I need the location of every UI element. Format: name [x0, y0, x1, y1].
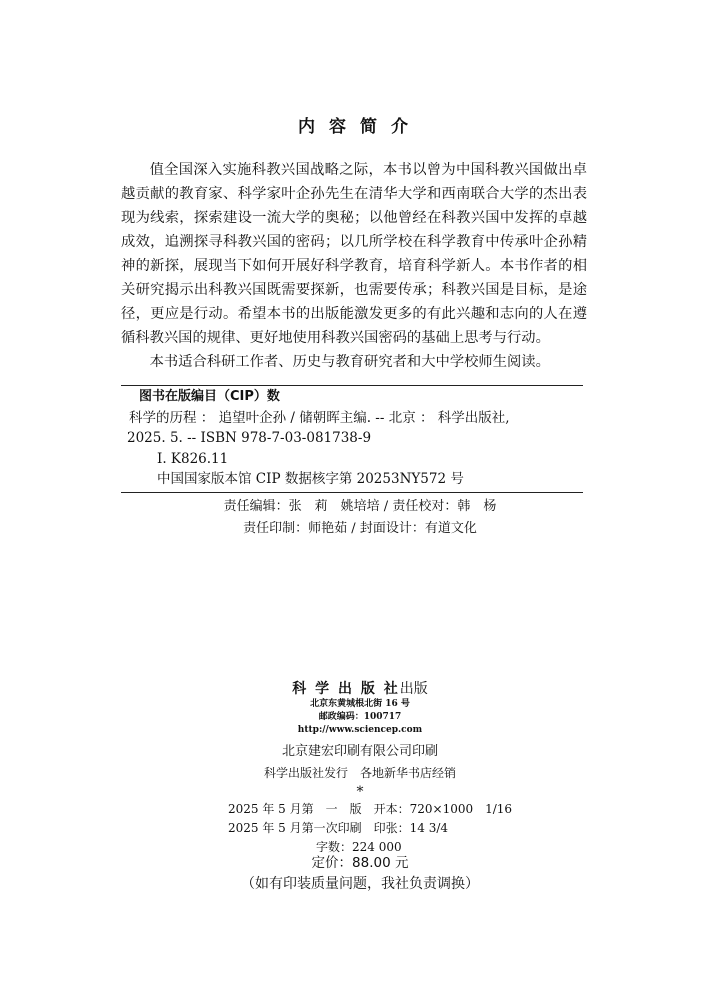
cip-isbn: 2025. 5. -- ISBN 978-7-03-081738-9	[127, 430, 372, 446]
credits-line-production: 责任印制：师艳茹 / 封面设计：有道文化	[243, 521, 477, 536]
cip-block	[121, 385, 583, 493]
publisher-postcode: 邮政编码：100717	[318, 712, 402, 722]
editorial-credits	[0, 496, 720, 540]
printer-line: 北京建宏印刷有限公司印刷	[281, 744, 438, 759]
credits-line-editors: 责任编辑：张 莉 姚培培 / 责任校对：韩 杨	[223, 499, 497, 514]
publisher-suffix: 出版	[399, 681, 428, 697]
summary-paragraph: 值全国深入实施科教兴国战略之际，本书以曾为中国科教兴国做出卓越贡献的教育家、科学家叶企孙先生在清华大学和西南联合大学的杰出表现为线索，探索建设一流大学的奥秘；以他曾经在科教兴国中发挥的卓越成效，追溯探寻科教兴国的密码；以几所学校在科学教育中传承叶企孙精神的新探，展现当下如何开展好科学教育，培育科学新人。本书作者的相关研究揭示出科教兴国既需要探新，也需要传承；科教兴国是目标，是途径，更应是行动。希望本书的出版能激发更多的有此兴趣和志向的人在遵循科教兴国的规律、更好地使用科教兴国密码的基础上思考与行动。	[121, 162, 587, 346]
distribution-line: 科学出版社发行 各地新华书店经销	[263, 766, 456, 780]
cip-classification: Ⅰ. K826.11	[157, 450, 229, 467]
publisher-address: 北京东黄城根北街 16 号	[310, 699, 410, 709]
publisher-name	[0, 680, 720, 698]
word-count: 字数：224 000	[316, 840, 402, 854]
publisher-block	[0, 680, 720, 801]
price: 定价：88.00 元	[311, 855, 409, 871]
edition-info	[228, 800, 528, 857]
cip-entry: 科学的历程 ： 追望叶企孙 / 储朝晖主编. -- 北京 ： 科学出版社,	[129, 409, 510, 426]
book-summary	[121, 158, 587, 374]
cip-heading: 图书在版编目（CIP）数	[139, 389, 280, 404]
printing-line: 2025 年 5 月第一次印刷 印张：14 3/4	[228, 821, 449, 835]
audience-paragraph: 本书适合科研工作者、历史与教育研究者和大中学校师生阅读。	[149, 354, 550, 370]
publisher-logo-text: 科 学 出 版 社	[292, 681, 400, 697]
cip-record-number: 中国国家版本馆 CIP 数据核字第 20253NY572 号	[157, 471, 464, 487]
separator-asterisk: *	[356, 784, 364, 800]
publisher-website: http://www.sciencep.com	[297, 725, 423, 735]
page-title: 内容简介	[298, 117, 422, 137]
quality-note: （如有印装质量问题，我社负责调换）	[241, 876, 479, 892]
edition-line: 2025 年 5 月第 一 版 开本：720×1000 1/16	[228, 802, 513, 816]
